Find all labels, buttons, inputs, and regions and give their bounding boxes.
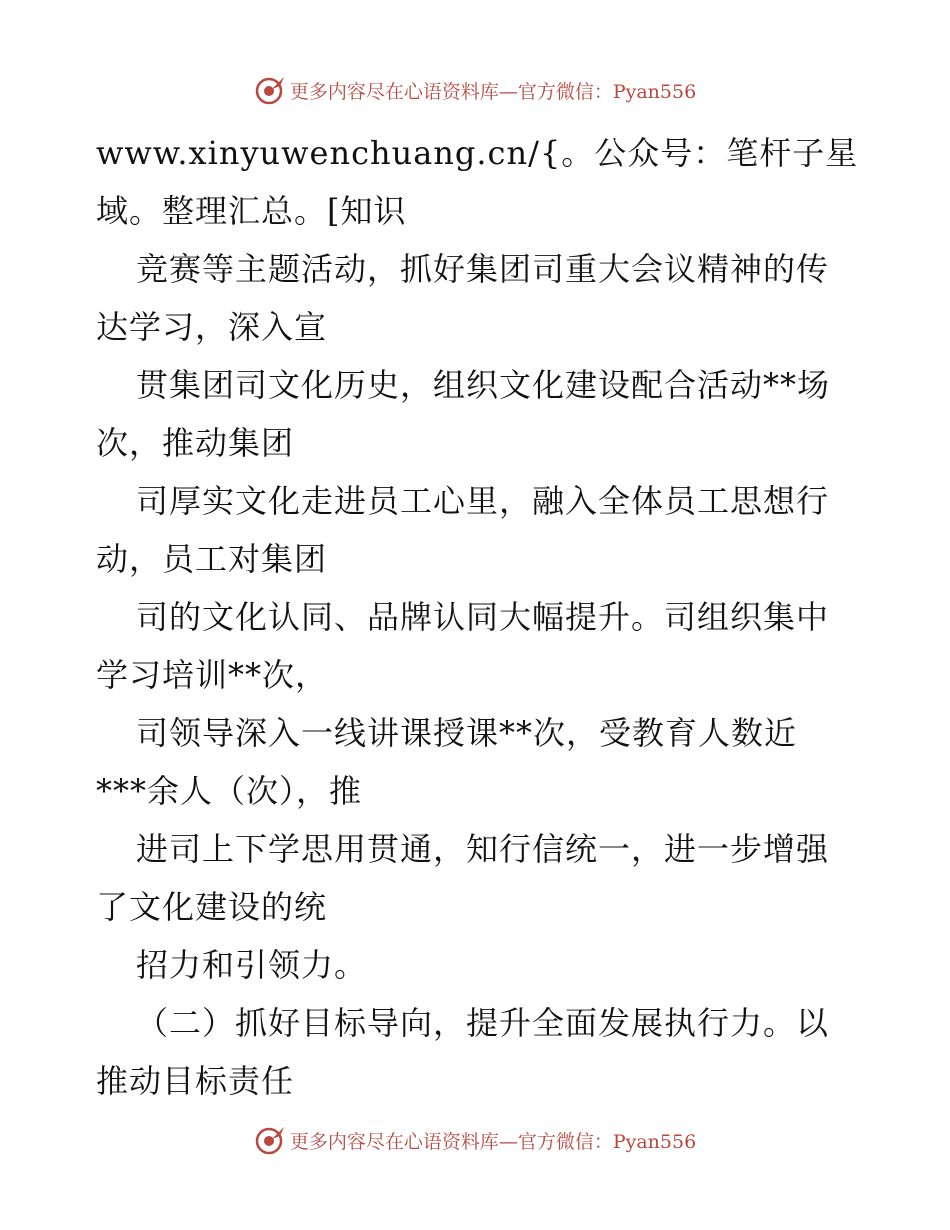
text-line: 招力和引领力。: [136, 946, 368, 984]
text-line: 司厚实文化走进员工心里，融入全体员工思想行: [136, 482, 830, 520]
header-banner: [0, 70, 950, 110]
text-line: www.xinyuwenchuang.cn/{。公众号：笔杆子星: [96, 134, 859, 172]
text-line: 学习培训**次，: [96, 656, 329, 694]
footer-banner-text: 更多内容尽在心语资料库—官方微信：Pyan556: [289, 1130, 697, 1153]
text-line: 竞赛等主题活动，抓好集团司重大会议精神的传: [136, 250, 830, 288]
text-line: 贯集团司文化历史，组织文化建设配合活动**场: [136, 366, 831, 404]
footer-banner: [0, 1120, 950, 1160]
text-line: 推动目标责任: [96, 1062, 295, 1100]
text-line: 达学习，深入宣: [96, 308, 328, 346]
quill-logo-icon: [254, 74, 286, 106]
text-line: 了文化建设的统: [96, 888, 328, 926]
text-line: 域。整理汇总。[知识: [96, 192, 407, 230]
text-line: （二）抓好目标导向，提升全面发展执行力。以: [136, 1004, 830, 1042]
header-banner-text: 更多内容尽在心语资料库—官方微信：Pyan556: [289, 80, 697, 103]
text-line: 动，员工对集团: [96, 540, 328, 578]
document-body: [96, 124, 866, 1110]
text-line: 司的文化认同、品牌认同大幅提升。司组织集中: [136, 598, 830, 636]
text-line: 次，推动集团: [96, 424, 295, 462]
text-line: 进司上下学思用贯通，知行信统一，进一步增强: [136, 830, 830, 868]
text-line: ***余人（次），推: [96, 772, 363, 810]
quill-logo-icon: [254, 1124, 286, 1156]
text-line: 司领导深入一线讲课授课**次，受教育人数近: [136, 714, 798, 752]
